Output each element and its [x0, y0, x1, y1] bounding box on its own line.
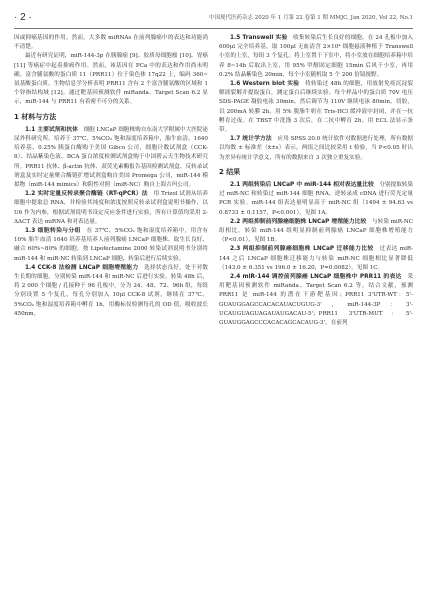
subsection-title: 1.1 主要试剂和抗体 [25, 126, 78, 133]
running-header [14, 10, 413, 24]
right-column [219, 34, 413, 328]
subsection-1-7 [219, 135, 413, 163]
subsection-title: 1.4 CCK-8 法检测 LNCaP 细胞增殖能力 [25, 264, 139, 271]
subsection-title: 2.1 两组转染后 LNCaP 中 miR-144 相对表达量比较 [230, 182, 374, 189]
intro-paragraph-continued: 因或抑癌基因的作用。然而，大多数 miRNAs 在前列腺癌中的表达和功能尚不清楚。 [14, 35, 208, 51]
intro-paragraph: 最近有研究证明，miR-144-3p 在胰腺癌 [9]、胶质母细胞瘤 [10]、胃癌 [11] 等癌症中起着抑癌作用。然而，该基因在 PCa 中的表达和作用尚未明确。富含脯氨酸的蛋白质 11（PRR11）位于染色体 17q22 上，编码 360~ 氨基酸蛋白质。生物信息学分析表明 PRR11 含有 2 个富含脯氨酸的区域和 1 个锌指结构域 [12]。通过靶基因预测软件 miRanda、Target Scan 6.2 显示，miR-144 与 PRR11 有着密不可分的关系。 [14, 53, 208, 106]
subsection-title: 2.3 两组抑制前列腺癌细胞株 LNCaP 迁移能力比较 [230, 246, 374, 253]
subsection-body: 将转染过 48h 的细胞，用放射免疫沉淀裂解液裂解并提取蛋白，测定蛋白后继续实验。每个样品中的蛋白质 70V 电压 SDS-PAGE 凝胶电泳 30min，然后调节为 110V 继续电泳 80min，切胶，以 200mA 转膜 2h。用 5% 脱脂牛奶在 Tris-HCl 缓冲液中封闭，并在一抗孵育过夜。在 TBST 中洗涤 3 次后，在二抗中孵育 2h。用 ECL 法显示条带。 [219, 81, 413, 134]
header-rule [14, 28, 413, 29]
subsection-title: 1.6 Western blot 实验 [230, 81, 300, 88]
subsection-1-1 [14, 126, 208, 190]
subsection-title: 1.5 Transwell 实验 [230, 35, 288, 41]
subsection-body: 选择状态良好，处于对数生长期的细胞，分别转染 miR-144 和 miR-NC 后进行实验。转染 48h 后，将 2 000 个细胞 / 孔接种于 96 孔板中，分为 24、48、72、96h 组，每组分别设置 5 个复孔，每孔分别加入 10μl CCK-8 试剂，继续在 37℃、5%CO₂ 饱和湿度培养箱中孵育 1h，用酶标仪检测每孔的 OD 值，吸收波长 450nm。 [14, 264, 208, 317]
subsection-title: 1.7 统计学方法 [230, 136, 272, 143]
subsection-body: 采用靶基因预测软件 miRanda、Target Scan 6.2 等，结合文献，预测 PRR11 是 miR-144 的潜在下游靶基因；PRR11 3'UTR-WT：5'-GUAUGGAGCCACACAUACUGUG-3'，miR-144-3P：3'-UCAUGUAGUAGAUAUGACAU-5'；PRR11 3'UTR-MUT：5'-GUAUGGAGCCCACACAGCACAUG-3'。在前列 [219, 274, 413, 327]
subsection-2-2 [219, 218, 413, 246]
section-heading-results: 2 结果 [219, 167, 241, 176]
left-column [14, 34, 208, 319]
journal-citation: 中国现代医药杂志 2020 年 1 月第 22 卷第 1 期 MMJC, Jan 2020, Vol 22, No.1 [208, 15, 413, 21]
subsection-title: 1.3 细胞转染与分组 [25, 228, 81, 235]
subsection-body: 分别提取转染过 miR-NC 和转染过 miR-144 细胞 RNA，逆转录成 cDNA 进行荧光定量 PCR 实验。miR-144 组表达量明显高于 miR-NC 组（1494 ± 94.63 vs 0.8733 ± 0.1157，P<0.001），见图 1A。 [219, 182, 413, 216]
subsection-2-4 [219, 273, 413, 328]
subsection-2-1 [219, 181, 413, 218]
page-number: · 2 · [14, 11, 32, 23]
subsection-2-3 [219, 245, 413, 273]
subsection-title: 2.2 两组抑制前列腺癌细胞株 LNCaP 增殖能力比较 [230, 218, 367, 225]
subsection-body: 细胞 LNCaP 细胞株购自东南大学附属中大医院泌尿外科研究所。培养于 37℃、5%CO₂ 饱和湿度培养箱中，胎牛血清、1640 培养基、0.25% 胰蛋白酶购于美国 Gibco 公司，细胞计数试剂盒（CCK-8）、结晶紫染色液、BCA 蛋白浓度检测试剂盒购于中国碧云天生物技术研究所。PRR11 抗体、β-actin 抗体、双荧光素酶报告基因检测试剂盒、反转录试剂盒及实时定量聚合酶链扩增试剂盒购自美国 Promega 公司，miR-144 模拟物（miR-144 mimics）和阴性对照（miR-NC）购自上海吉玛公司。 [14, 126, 208, 189]
subsection-body: 用 Trizol 试剂从培养细胞中提取总 RNA，并检验其纯度和浓度按照反转录试剂盒说明书操作，以 U6 作为内参，根据试剂说明书设定反应条件进行实验，所有计算值均采用 2-ΔΔCT 表达 miRNA 和对表达量。 [14, 191, 208, 225]
subsection-body: 过表达 miR-144 之后 LNCaP 细胞株迁移能力与转染 miR-NC 细胞相比显著降低（143.0 ± 6.351 vs 196.0 ± 16.20，P=0.0082），见图 1C。 [219, 246, 413, 271]
subsection-body: 应用 SPSS 20.0 统计软件对数据进行处理，所有数据以均数 ± 标准差（x̄±s）表示，两组之间比较采用 t 检验，当 P<0.05 时认为差异有统计学意义，所有的数据来自 3 次独立重复实验。 [219, 136, 413, 161]
subsection-1-5 [219, 34, 413, 80]
section-heading-methods: 1 材料与方法 [14, 112, 57, 121]
subsection-body: 收集转染后生长良好的细胞，在 24 孔板中加入 600μl 完全培养基，取 100μl 无血清含 2×10⁴ 细胞悬液种植于 Transwell 小室的上室，每组 3 个复孔。将上室置于下室中，将小室放在细胞培养箱中培养 8~14h 后取出上室，用 95% 甲醇固定细胞 15min 后风干小室，再用 0.2% 结晶紫染色 20min，每个小室随机取 5 个 200 倍镜视野。 [219, 35, 413, 78]
subsection-1-6 [219, 80, 413, 135]
subsection-body: 与转染 miR-NC 组相比，转染 miR-144 组明显抑制前列腺癌 LNCaP 细胞株增殖能力（P<0.01），见图 1B。 [219, 218, 413, 244]
subsection-1-4 [14, 264, 208, 319]
subsection-1-3 [14, 227, 208, 264]
subsection-title: 1.2 实时定量反转录聚合酶链（RT-qPCR）法 [25, 191, 148, 198]
subsection-1-2 [14, 190, 208, 227]
subsection-body: 在 37℃、5%CO₂ 饱和湿度培养箱中，用含有 10% 胎牛血清 1640 培养基培养人前列腺癌 LNCaP 细胞株。取生长良好、融合 60%~80% 的细胞，按 Lipofectamine 2000 转染试剂说明书分别将 miR-144 和 miR-NC 转染到 LNCaP 细胞，转染后进行后续实验。 [14, 228, 208, 262]
subsection-title: 2.4 miR-144 调控前列腺癌 LNCaP 细胞株中 PRR11 的表达 [230, 274, 402, 281]
